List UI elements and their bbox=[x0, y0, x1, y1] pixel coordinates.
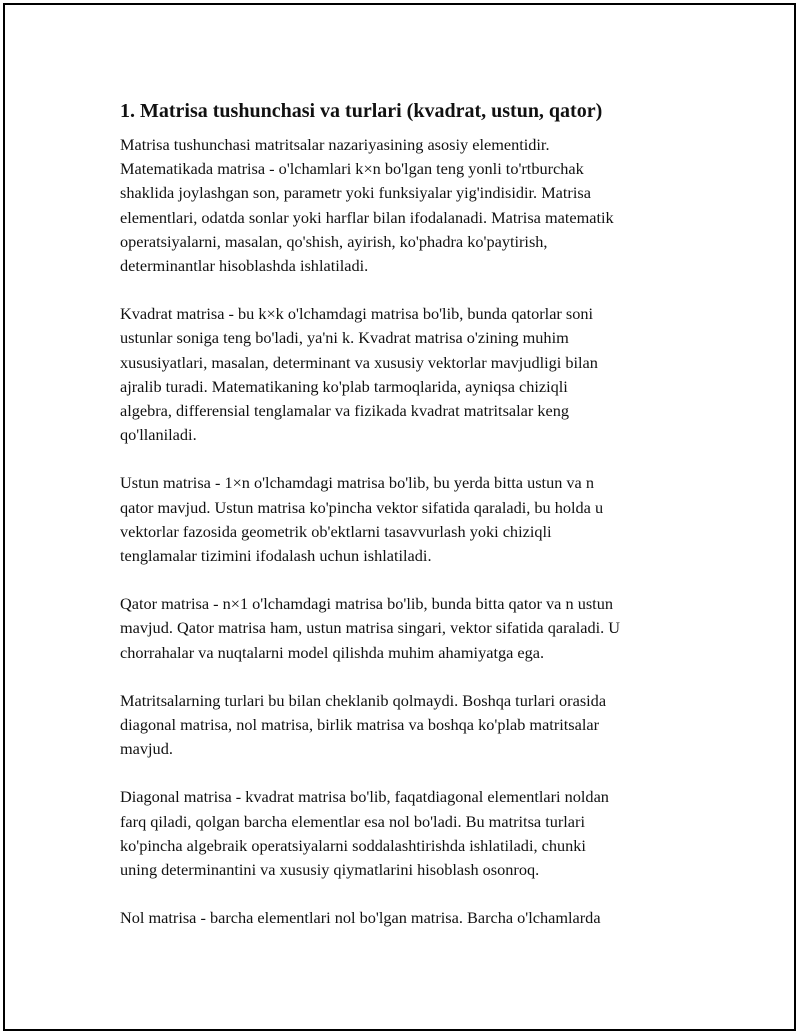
paragraph-diagonal-matrix bbox=[120, 785, 690, 882]
text-line: Matematikada matrisa - o'lchamlari k×n bo'lgan teng yonli to'rtburchak bbox=[120, 159, 584, 179]
text-line: Ustun matrisa - 1×n o'lchamdagi matrisa bo'lib, bu yerda bitta ustun va n bbox=[120, 473, 594, 493]
text-line: ajralib turadi. Matematikaning ko'plab tarmoqlarida, ayniqsa chiziqli bbox=[120, 376, 568, 396]
text-line: ko'pincha algebraik operatsiyalarni soddalashtirishda ishlatiladi, chunki bbox=[120, 835, 586, 855]
text-line: qator mavjud. Ustun matrisa ko'pincha vektor sifatida qaraladi, bu holda u bbox=[120, 497, 604, 517]
text-line: Matritsalarning turlari bu bilan cheklanib qolmaydi. Boshqa turlari orasida bbox=[120, 690, 607, 710]
text-line: shaklida joylashgan son, parametr yoki funksiyalar yig'indisidir. Matrisa bbox=[120, 183, 591, 203]
text-line: diagonal matrisa, nol matrisa, birlik matrisa va boshqa ko'plab matritsalar bbox=[120, 715, 600, 735]
text-line: Matrisa tushunchasi matritsalar nazariyasining asosiy elementidir. bbox=[120, 135, 550, 154]
paragraph-zero-matrix bbox=[120, 906, 690, 930]
text-line: Qator matrisa - n×1 o'lchamdagi matrisa bo'lib, bunda bitta qator va n ustun bbox=[120, 594, 613, 614]
text-line: Kvadrat matrisa - bu k×k o'lchamdagi matrisa bo'lib, bunda qatorlar soni bbox=[120, 304, 594, 324]
document-body bbox=[120, 98, 690, 954]
text-line: operatsiyalarni, masalan, qo'shish, ayirish, ko'phadra ko'paytirish, bbox=[120, 231, 548, 251]
section-heading: 1. Matrisa tushunchasi va turlari (kvadrat, ustun, qator) bbox=[120, 100, 603, 122]
paragraph-row-matrix bbox=[120, 592, 690, 665]
text-line: algebra, differensial tenglamalar va fizikada kvadrat matritsalar keng bbox=[120, 401, 570, 421]
text-line: farq qiladi, qolgan barcha elementlar esa nol bo'ladi. Bu matritsa turlari bbox=[120, 811, 585, 831]
paragraph-matrix-concept bbox=[120, 133, 690, 278]
text-line: uning determinantini va xususiy qiymatlarini hisoblash osonroq. bbox=[120, 860, 540, 880]
text-line: vektorlar fazosida geometrik ob'ektlarni tasavvurlash yoki chiziqli bbox=[120, 521, 552, 541]
text-line: tenglamalar tizimini ifodalash uchun ishlatiladi. bbox=[120, 546, 432, 566]
text-line: mavjud. Qator matrisa ham, ustun matrisa singari, vektor sifatida qaraladi. U bbox=[120, 618, 621, 638]
page-frame bbox=[3, 3, 796, 1031]
text-line: chorrahalar va nuqtalarni model qilishda muhim ahamiyatga ega. bbox=[120, 642, 545, 662]
paragraph-matrix-types bbox=[120, 689, 690, 762]
text-line: ustunlar soniga teng bo'ladi, ya'ni k. Kvadrat matrisa o'zining muhim bbox=[120, 328, 569, 348]
text-line: Diagonal matrisa - kvadrat matrisa bo'lib, faqatdiagonal elementlari noldan bbox=[120, 787, 609, 807]
text-line: xususiyatlari, masalan, determinant va xususiy vektorlar mavjudligi bilan bbox=[120, 352, 598, 372]
text-line: mavjud. bbox=[120, 739, 173, 759]
text-line: elementlari, odatda sonlar yoki harflar bilan ifodalanadi. Matrisa matematik bbox=[120, 207, 614, 227]
paragraph-column-matrix bbox=[120, 471, 690, 568]
text-line: Nol matrisa - barcha elementlari nol bo'lgan matrisa. Barcha o'lchamlarda bbox=[120, 908, 601, 928]
text-line: qo'llaniladi. bbox=[120, 425, 197, 445]
text-line: determinantlar hisoblashda ishlatiladi. bbox=[120, 256, 369, 276]
paragraph-square-matrix bbox=[120, 302, 690, 447]
